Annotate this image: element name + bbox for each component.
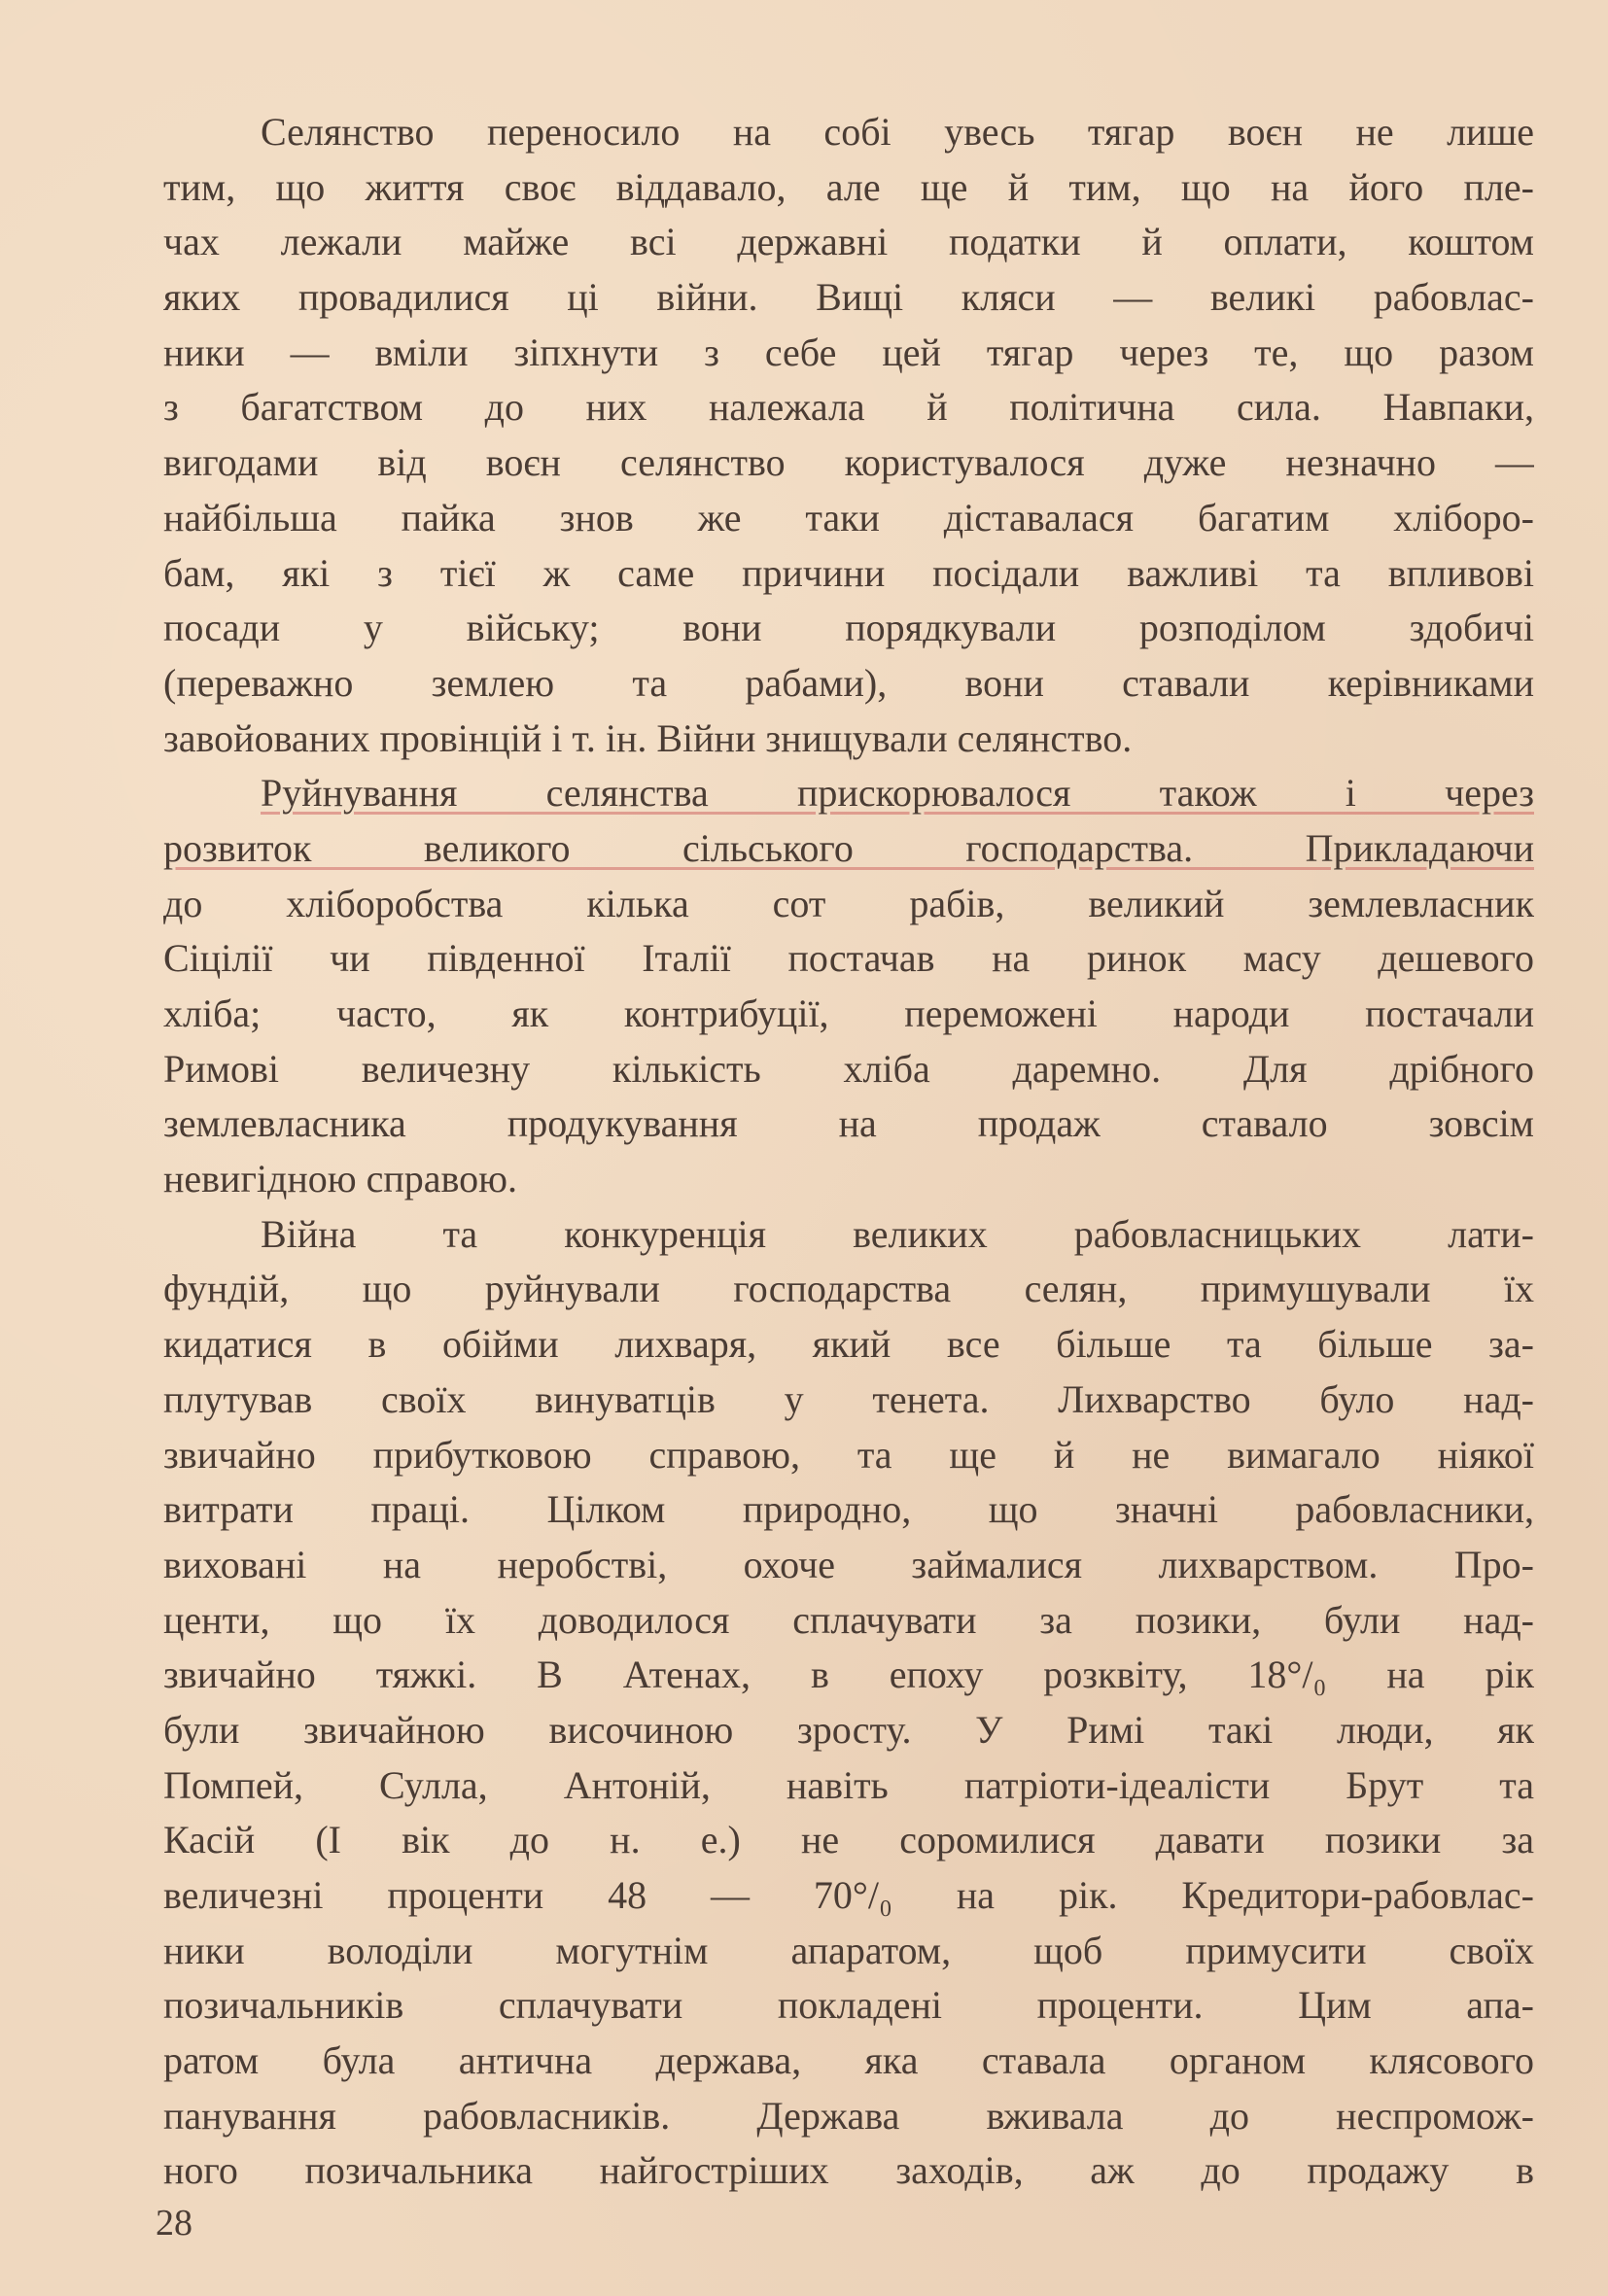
text-line: бам, які з тієї ж саме причини посідали важливі та впливові [163, 550, 1534, 595]
text-line: чах лежали майже всі державні податки й оплати, коштом [163, 220, 1534, 264]
text-line: вигодами від воєн селянство користувалося дуже незначно — [163, 440, 1534, 485]
text-line: невигідною справою. [163, 1157, 518, 1201]
text-line: хліба; часто, як контрибуції, переможені народи постачали [163, 991, 1534, 1035]
text-line: фундій, що руйнували господарства селян, примушували їх [163, 1267, 1534, 1311]
text-line: Касій (І вік до н. е.) не соромилися давати позики за [163, 1818, 1534, 1862]
text-line: звичайно тяжкі. В Атенах, в епоху розквіту, 18°/₀ на рік [163, 1652, 1534, 1697]
text-line: Війна та конкуренція великих рабовласницьких лати- [261, 1211, 1534, 1256]
text-line: були звичайною височиною зросту. У Римі такі люди, як [163, 1707, 1534, 1752]
text-line: Сіцілії чи південної Італії постачав на ринок масу дешевого [163, 936, 1534, 981]
text-line: до хліборобства кілька сот рабів, великий землевласник [163, 881, 1534, 925]
text-line: землевласника продукування на продаж ставало зовсім [163, 1101, 1534, 1146]
text-line: Римові величезну кількість хліба даремно. Для дрібного [163, 1046, 1534, 1091]
text-line: кидатися в обійми лихваря, який все більше та більше за- [163, 1322, 1534, 1367]
text-line: Помпей, Сулла, Антоній, навіть патріоти-ідеалісти Брут та [163, 1762, 1534, 1807]
body-text [163, 105, 1534, 2199]
text-line: яких провадилися ці війни. Вищі кляси — великі рабовлас- [163, 275, 1534, 320]
text-line: панування рабовласників. Держава вживала до неспромож- [163, 2093, 1534, 2138]
text-line: Руйнування селянства прискорювалося також і через [261, 771, 1534, 816]
text-line: найбільша пайка знов же таки діставалася багатим хліборо- [163, 495, 1534, 539]
text-line: ники — вміли зіпхнути з себе цей тягар через те, що разом [163, 330, 1534, 374]
text-line: тим, що життя своє віддавало, але ще й тим, що на його пле- [163, 164, 1534, 209]
text-line: розвиток великого сільського господарства. Прикладаючи [163, 825, 1534, 870]
text-line: завойованих провінцій і т. ін. Війни знищували селянство. [163, 715, 1133, 760]
page-number: 28 [156, 2203, 192, 2244]
text-line: позичальників сплачувати покладені проценти. Цим апа- [163, 1983, 1534, 2028]
text-line: Селянство переносило на собі увесь тягар воєн не лише [261, 110, 1534, 154]
text-line: посади у війську; вони порядкували розподілом здобичі [163, 606, 1534, 650]
text-line: з багатством до них належала й політична сила. Навпаки, [163, 385, 1534, 430]
text-line: величезні проценти 48 — 70°/₀ на рік. Кредитори-рабовлас- [163, 1873, 1534, 1917]
text-line: ратом була антична держава, яка ставала органом клясового [163, 2038, 1534, 2083]
text-line: плутував своїх винуватців у тенета. Лихварство було над- [163, 1376, 1534, 1421]
text-line: звичайно прибутковою справою, та ще й не вимагало ніякої [163, 1432, 1534, 1477]
text-line: (переважно землею та рабами), вони ставали керівниками [163, 660, 1534, 705]
text-line: ники володіли могутнім апаратом, щоб примусити своїх [163, 1928, 1534, 1972]
text-line: витрати праці. Цілком природно, що значні рабовласники, [163, 1487, 1534, 1532]
text-line: ного позичальника найгостріших заходів, аж до продажу в [163, 2148, 1534, 2193]
text-line: центи, що їх доводилося сплачувати за позики, були над- [163, 1597, 1534, 1642]
text-line: виховані на неробстві, охоче займалися лихварством. Про- [163, 1542, 1534, 1586]
